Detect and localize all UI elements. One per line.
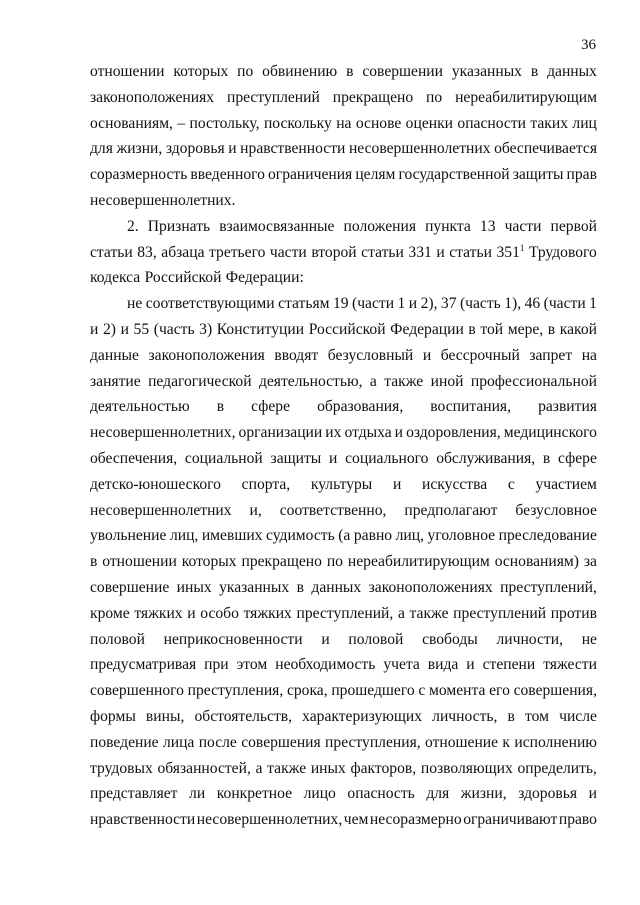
word: также <box>384 372 424 390</box>
word: ли <box>189 785 206 803</box>
word: (части <box>352 295 395 313</box>
word: лицо <box>303 785 336 803</box>
word: третьего <box>209 243 266 261</box>
text-line <box>90 627 597 653</box>
word: Признать <box>147 217 211 235</box>
word: образования, <box>317 398 404 416</box>
word: целям <box>355 166 396 184</box>
word: в <box>542 449 551 467</box>
word: и <box>187 604 196 622</box>
word: педагогической <box>148 372 252 390</box>
word: уголовное <box>427 527 496 545</box>
word: преступлений <box>226 88 320 106</box>
word: социальной <box>184 449 263 467</box>
word: тяжких <box>243 604 292 622</box>
word: сфере <box>558 449 597 467</box>
text-line <box>90 188 597 214</box>
word: а <box>397 604 405 622</box>
word: также <box>267 759 307 777</box>
word: с <box>418 682 426 700</box>
word: преступления, <box>325 733 421 751</box>
word: в <box>468 320 476 338</box>
word: иной <box>430 372 464 390</box>
word: преступлений, <box>296 604 394 622</box>
word: 13 <box>479 217 496 235</box>
text-line <box>90 807 597 833</box>
word: кроме <box>90 604 130 622</box>
text-line <box>90 291 597 317</box>
text-line <box>90 498 597 524</box>
word: обстоятельств, <box>194 707 293 725</box>
word: совершения, <box>513 682 597 700</box>
word: мере, <box>507 320 544 338</box>
text-line <box>90 59 597 85</box>
text-line <box>90 265 597 291</box>
word: и <box>466 656 475 674</box>
word: и <box>329 449 338 467</box>
word: детско-юношеского <box>90 475 221 493</box>
word: нереабилитирующим <box>347 553 490 571</box>
word: воспитания, <box>430 398 512 416</box>
word: иных <box>310 759 346 777</box>
word: срока, <box>286 682 328 700</box>
text-line <box>90 575 597 601</box>
word: судимость <box>266 527 335 545</box>
word: медицинского <box>503 424 597 442</box>
word: какой <box>559 320 597 338</box>
word: статьи <box>90 243 133 261</box>
word: организации <box>238 424 323 442</box>
word: государственной <box>398 166 510 184</box>
word: преследование <box>498 527 597 545</box>
word: обеспечения, <box>90 449 178 467</box>
word: здоровья <box>518 785 578 803</box>
word: предусматривая <box>90 656 197 674</box>
word: в <box>216 398 225 416</box>
word: после <box>198 733 237 751</box>
word: отношение <box>424 733 499 751</box>
word: свободы <box>422 630 478 648</box>
word: и <box>228 140 237 158</box>
text-line <box>90 704 597 730</box>
word: вины, <box>145 707 185 725</box>
word: Трудового <box>528 243 597 261</box>
word: участием <box>535 475 597 493</box>
page-number: 36 <box>581 37 596 53</box>
text-line <box>90 549 597 575</box>
word: основе <box>355 114 402 132</box>
word: данные <box>90 346 139 364</box>
word: в <box>530 63 539 80</box>
word: в <box>296 578 304 596</box>
word: 2) <box>102 320 116 338</box>
word: 1), <box>504 295 522 313</box>
word: (часть <box>153 320 195 338</box>
word: характеризующих <box>302 707 423 725</box>
word: оценки <box>405 114 454 132</box>
word: кодекса <box>90 269 141 287</box>
word: и <box>90 320 99 338</box>
word: первой <box>550 217 597 235</box>
word: к <box>502 733 510 751</box>
word: совершении <box>362 63 443 80</box>
word: той <box>480 320 504 338</box>
word: 1 <box>589 295 597 313</box>
word: личности, <box>496 630 563 648</box>
word: его <box>489 682 510 700</box>
word: прошедшего <box>331 682 415 700</box>
word: культуры <box>310 475 373 493</box>
word: совершенного <box>90 682 184 700</box>
word: конкретное <box>216 785 293 803</box>
word: 2), <box>420 295 438 313</box>
text-line <box>90 85 597 111</box>
word: в <box>507 707 515 725</box>
word: обязанностей, <box>157 759 251 777</box>
word: здоровья <box>165 140 225 158</box>
word: лиц <box>572 114 597 132</box>
word: жизни, <box>116 140 163 158</box>
word: ограничения <box>268 166 353 184</box>
text-line <box>90 781 597 807</box>
word: а <box>369 372 377 390</box>
word: ограничивают <box>463 811 558 829</box>
word: для <box>426 785 450 803</box>
word: преступлений <box>453 604 547 622</box>
word: поскольку <box>263 114 332 132</box>
word: развития <box>538 398 597 416</box>
word: половой <box>90 630 145 648</box>
word: 46 <box>524 295 541 313</box>
word: также <box>409 604 449 622</box>
word: обвинению <box>262 63 338 80</box>
text-line <box>90 730 597 756</box>
word: статьи <box>449 243 492 261</box>
word: в <box>90 553 98 571</box>
text-line <box>90 317 597 343</box>
word: преступлений, <box>500 578 597 596</box>
word: половой <box>348 630 404 648</box>
word: не <box>127 295 143 313</box>
word: соответствующими <box>145 295 275 313</box>
word: отношении <box>102 553 177 571</box>
word: с <box>507 475 515 493</box>
word: исполнению <box>514 733 597 751</box>
text-line <box>90 523 597 549</box>
word: и <box>588 785 597 803</box>
body-text <box>90 59 597 833</box>
word: позволяющих <box>420 759 513 777</box>
word: Федерации: <box>225 269 304 287</box>
word: соразмерность <box>90 166 188 184</box>
word: Конституции <box>216 320 305 338</box>
word: их <box>325 424 342 442</box>
word: основаниям) <box>494 553 579 571</box>
word: бессрочный <box>440 346 520 364</box>
word: несовершеннолетних <box>90 501 232 519</box>
word: 83, <box>137 243 157 261</box>
word: постольку, <box>189 114 260 132</box>
text-line <box>90 678 597 704</box>
word: особо <box>200 604 239 622</box>
word: числе <box>559 707 597 725</box>
word: несовершеннолетних, <box>196 811 343 829</box>
word: запрет <box>529 346 573 364</box>
word: этом <box>236 656 268 674</box>
word: трудовых <box>90 759 153 777</box>
word: поведение <box>90 733 159 751</box>
word: лиц, <box>169 527 199 545</box>
word: абзаца <box>161 243 205 261</box>
word: защиты <box>512 166 564 184</box>
text-line <box>90 652 597 678</box>
word: жизни, <box>460 785 507 803</box>
word: имевших <box>201 527 263 545</box>
word: нравственности <box>240 140 346 158</box>
word: для <box>90 140 113 158</box>
word: представляет <box>90 785 178 803</box>
word: части <box>504 217 542 235</box>
word: 331 <box>408 243 432 261</box>
word: вводят <box>274 346 319 364</box>
word: вида <box>427 656 459 674</box>
word: части <box>269 243 307 261</box>
word: и <box>408 295 418 313</box>
word: данных <box>547 63 597 80</box>
word: опасности <box>457 114 526 132</box>
word: $351^1$ <box>496 242 525 261</box>
word: на <box>336 114 352 132</box>
word: по <box>237 63 254 80</box>
word: предполагают <box>404 501 498 519</box>
word: отдыха <box>344 424 392 442</box>
word: законоположениях <box>368 578 493 596</box>
word: степени <box>482 656 536 674</box>
word: положения <box>343 217 416 235</box>
word: Федерации <box>390 320 464 338</box>
word: безусловное <box>515 501 597 519</box>
word: взаимосвязанные <box>219 217 335 235</box>
word: 37 <box>440 295 457 313</box>
text-line <box>90 369 597 395</box>
word: чем <box>343 811 369 829</box>
word: профессиональной <box>470 372 597 390</box>
word: несовершеннолетних. <box>90 191 236 209</box>
word: несовершеннолетних <box>348 140 491 158</box>
word: несоразмерно <box>369 811 462 829</box>
word: том <box>525 707 549 725</box>
word: – <box>177 114 186 132</box>
word: необходимость <box>275 656 376 674</box>
word: не <box>581 630 597 648</box>
word: определить, <box>517 759 597 777</box>
word: за <box>583 553 597 571</box>
word: неприкосновенности <box>163 630 303 648</box>
word: основаниям, <box>90 114 173 132</box>
word: совершения <box>241 733 321 751</box>
word: 1 <box>397 295 406 313</box>
word: сфере <box>251 398 291 416</box>
word: Российской <box>308 320 386 338</box>
word: прав <box>566 166 597 184</box>
word: и <box>321 630 330 648</box>
word: факторов, <box>350 759 417 777</box>
text-line <box>90 343 597 369</box>
text-line <box>90 420 597 446</box>
word: отношении <box>90 63 165 80</box>
word: совершение <box>90 578 170 596</box>
word: несовершеннолетних, <box>90 424 236 442</box>
word: тяжести <box>543 656 597 674</box>
word: которых <box>181 553 237 571</box>
word: право <box>558 811 597 829</box>
word: момента <box>429 682 486 700</box>
text-line <box>90 136 597 162</box>
word: и <box>422 346 432 364</box>
word: тяжких <box>134 604 183 622</box>
word: защиты <box>270 449 322 467</box>
word: законоположения <box>148 346 265 364</box>
word: соответственно, <box>279 501 387 519</box>
text-line <box>90 446 597 472</box>
word: на <box>581 346 597 364</box>
word: безусловный <box>327 346 414 364</box>
word: и <box>120 320 129 338</box>
word: данных <box>311 578 362 596</box>
word: Российской <box>144 269 222 287</box>
word: а <box>255 759 263 777</box>
word: нравственности <box>90 811 196 829</box>
word: и <box>392 475 402 493</box>
word: формы <box>90 707 136 725</box>
word: статьям <box>278 295 330 313</box>
word: прекращено <box>332 88 414 106</box>
word: и, <box>249 501 262 519</box>
word: увольнение <box>90 527 167 545</box>
text-line <box>90 472 597 498</box>
word: пункта <box>425 217 471 235</box>
text-line <box>90 394 597 420</box>
word: таких <box>530 114 569 132</box>
word: введенного <box>190 166 265 184</box>
word: указанных <box>451 63 522 80</box>
word: преступления, <box>187 682 284 700</box>
text-line <box>90 214 597 240</box>
word: деятельностью <box>90 398 190 416</box>
word: 55 <box>133 320 150 338</box>
word: обслуживания, <box>436 449 536 467</box>
word: статьи <box>361 243 404 261</box>
word: лиц, <box>395 527 424 545</box>
text-line <box>90 111 597 137</box>
word: (часть <box>459 295 501 313</box>
text-line <box>90 756 597 782</box>
word: (части <box>543 295 586 313</box>
word: искусства <box>422 475 488 493</box>
word: при <box>204 656 229 674</box>
text-line <box>90 601 597 627</box>
word: в <box>547 320 556 338</box>
word: прекращено <box>241 553 322 571</box>
word: иных <box>176 578 212 596</box>
word: обеспечивается <box>494 140 597 158</box>
word: 19 <box>332 295 349 313</box>
word: законоположениях <box>90 88 215 106</box>
word: учета <box>383 656 420 674</box>
word: (а <box>338 527 351 545</box>
word: опасность <box>347 785 415 803</box>
word: против <box>550 604 597 622</box>
word: в <box>346 63 354 80</box>
word: личность, <box>432 707 498 725</box>
text-line <box>90 162 597 188</box>
word: 3) <box>199 320 213 338</box>
word: занятие <box>90 372 141 390</box>
word: равно <box>353 527 393 545</box>
word: нереабилитирующим <box>455 88 597 106</box>
word: и <box>436 243 445 261</box>
word: спорта, <box>241 475 291 493</box>
text-line <box>90 240 597 266</box>
word: лица <box>162 733 195 751</box>
word: которых <box>173 63 229 80</box>
word: указанных <box>219 578 290 596</box>
word: второй <box>311 243 357 261</box>
word: оздоровления, <box>406 424 501 442</box>
word: 2. <box>127 217 139 235</box>
word: по <box>426 88 443 106</box>
word: социального <box>345 449 429 467</box>
word: по <box>326 553 343 571</box>
word: деятельностью, <box>258 372 363 390</box>
word: и <box>394 424 404 442</box>
